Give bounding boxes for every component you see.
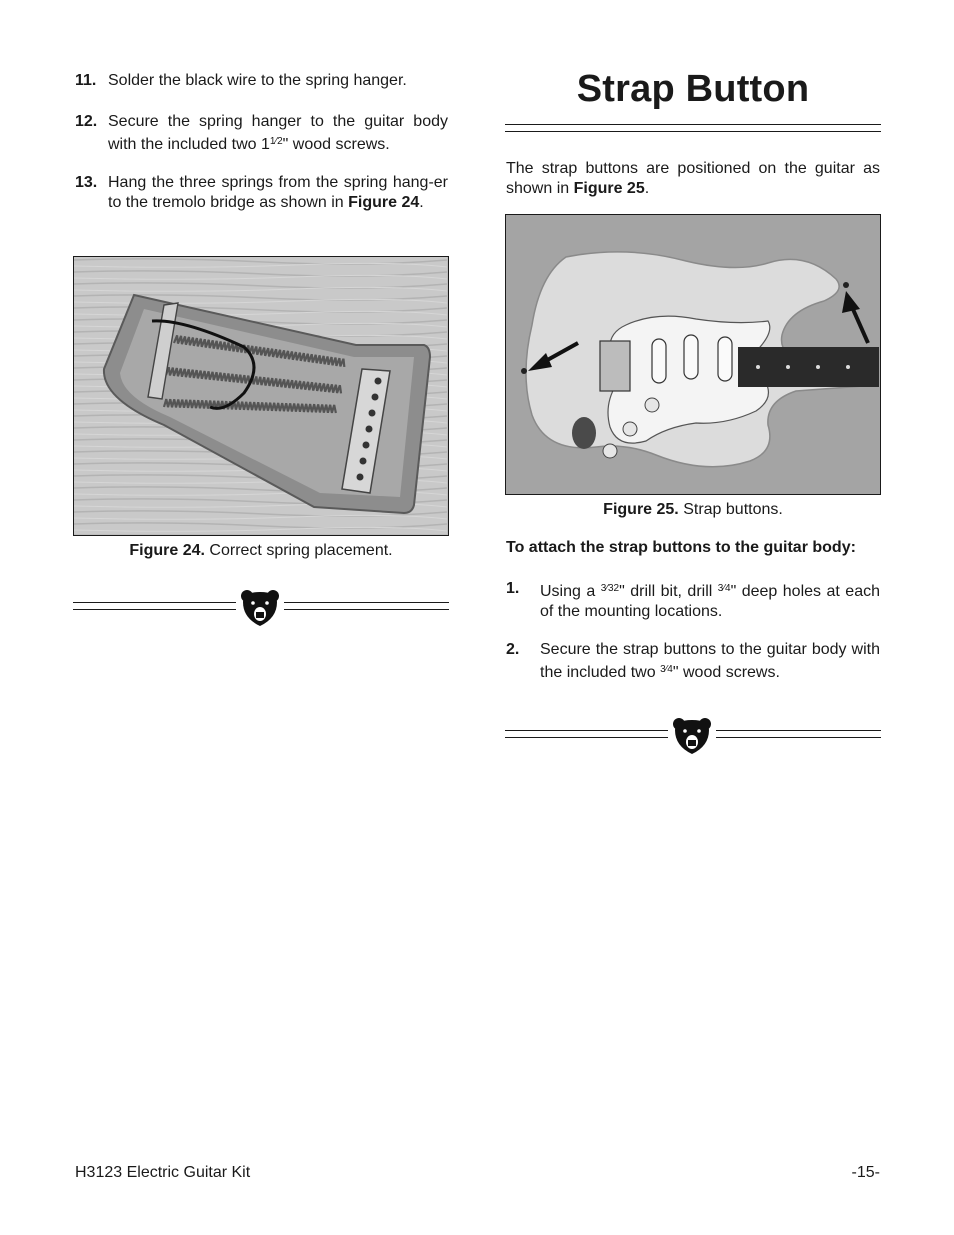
- intro-paragraph: [506, 159, 880, 199]
- step-number: 1.: [506, 580, 520, 597]
- step-12: [75, 112, 448, 152]
- subheading: To attach the strap buttons to the guitar body:: [506, 539, 856, 556]
- figure-25-photo: [505, 214, 881, 495]
- footer-title: H3123 Electric Guitar Kit: [75, 1164, 251, 1181]
- strap-step-1: [506, 579, 880, 619]
- fraction: 1⁄2: [269, 136, 283, 147]
- figure-24-caption: [73, 541, 449, 561]
- intro-text: The strap buttons are positioned on the guitar as shown in: [506, 160, 880, 197]
- intro-text: .: [644, 180, 650, 197]
- figure-label: Figure 25.: [603, 501, 679, 518]
- strap-step-2: [506, 640, 880, 680]
- step-text-part: " deep holes at each of the mounting locations.: [540, 583, 881, 620]
- spring-cavity-illustration: [74, 257, 447, 534]
- step-text: [540, 579, 880, 622]
- step-number: 2.: [506, 641, 520, 658]
- guitar-body-illustration: [506, 215, 879, 493]
- step-text-part: " wood screws.: [282, 136, 390, 153]
- fraction: 3⁄4: [717, 583, 731, 594]
- step-text-part: Secure the spring hanger to the guitar body with the included two 1: [108, 113, 448, 153]
- step-text-part: Secure the strap buttons to the guitar body with the included two: [540, 641, 880, 681]
- figure-reference: Figure 25: [573, 180, 645, 197]
- title-underline: [505, 124, 881, 134]
- caption-text: Strap buttons.: [683, 501, 783, 518]
- step-11: [75, 71, 448, 91]
- fraction: 3⁄4: [660, 664, 673, 675]
- step-text: Solder the black wire to the spring hanger.: [108, 72, 407, 89]
- step-text: [108, 173, 448, 213]
- step-13: [75, 173, 448, 233]
- step-number: 11.: [75, 72, 97, 89]
- fraction: 3⁄32: [600, 583, 620, 594]
- step-number: 12.: [75, 113, 98, 130]
- caption-text: Correct spring placement.: [209, 542, 393, 559]
- figure-24-photo: [73, 256, 449, 536]
- bear-logo-icon: [239, 588, 281, 628]
- bear-logo-icon: [671, 716, 713, 756]
- section-title: Strap Button: [576, 68, 810, 110]
- step-number: 13.: [75, 174, 98, 191]
- step-text-part: " wood screws.: [672, 664, 780, 681]
- step-text: [108, 112, 448, 155]
- step-text-part: " drill bit, drill: [619, 583, 718, 600]
- step-text-part: Hang the three springs from the spring hang-er to the tremolo bridge as shown in: [108, 174, 448, 211]
- step-text-part: Using a: [540, 583, 601, 600]
- section-divider: [73, 588, 449, 628]
- figure-25-caption: [505, 500, 881, 520]
- section-divider: [505, 716, 881, 756]
- figure-label: Figure 24.: [129, 542, 205, 559]
- page-number: -15-: [851, 1164, 880, 1181]
- step-text: [540, 640, 880, 683]
- step-text-part: .: [419, 194, 424, 211]
- figure-reference: Figure 24: [348, 194, 420, 211]
